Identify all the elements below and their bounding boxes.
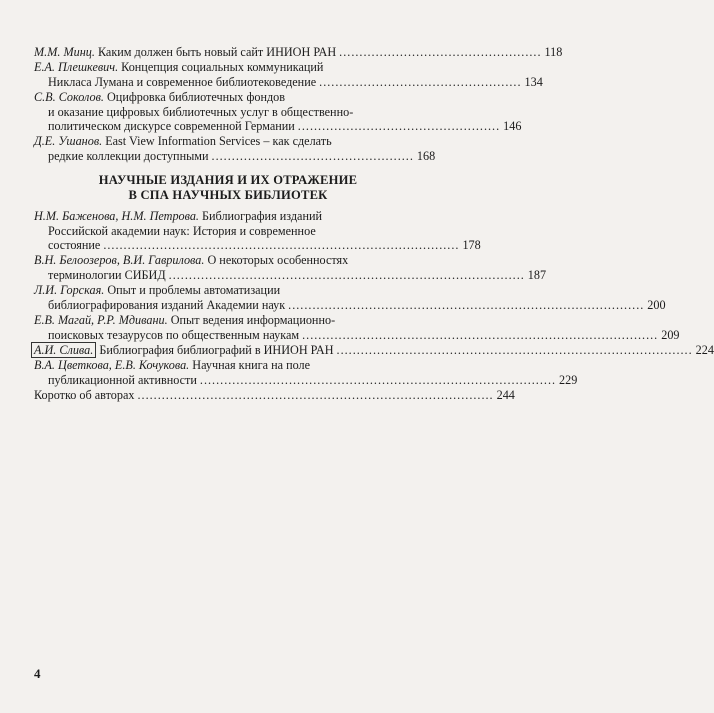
- entry-title: East View Information Services – как сделать: [105, 134, 332, 149]
- entry-title: и оказание цифровых библиотечных услуг в общественно-: [48, 104, 354, 119]
- section-title-line: В СПА НАУЧНЫХ БИБЛИОТЕК: [128, 188, 328, 203]
- entry-author: С.В. Соколов.: [34, 90, 104, 105]
- entry-title: Научная книга на поле: [192, 358, 311, 373]
- entry-title: состояние: [48, 238, 101, 253]
- entry-page: 178: [462, 238, 481, 253]
- entry-author: В.А. Цветкова, Е.В. Кочукова.: [34, 358, 190, 373]
- leader-dots: ........................................................................................: [103, 238, 460, 253]
- entry-author: Л.И. Горская.: [34, 283, 105, 298]
- entry-page: 187: [527, 267, 547, 282]
- entry-title: Опыт ведения информационно-: [170, 313, 336, 328]
- entry-page: 244: [496, 388, 515, 403]
- entry-title: публикационной активности: [48, 372, 197, 387]
- section-title-line: НАУЧНЫЕ ИЗДАНИЯ И ИХ ОТРАЖЕНИЕ: [98, 173, 358, 188]
- entry-author: Е.В. Магай, Р.Р. Мдивани.: [34, 313, 168, 328]
- entry-title: Никласа Лумана и современное библиотековедение: [48, 74, 317, 89]
- leader-dots: ........................................................................................: [336, 342, 693, 357]
- toc-entry: [34, 134, 436, 163]
- entry-page: 224: [695, 342, 714, 357]
- entry-title: Библиография библиографий в ИНИОН РАН: [99, 342, 334, 357]
- leader-dots: ........................................................................................: [288, 297, 645, 312]
- entry-title: политическом дискурсе современной Германии: [48, 119, 295, 134]
- toc-entry: [34, 60, 543, 89]
- leader-dots: ..................................................: [339, 45, 542, 59]
- entry-page: 146: [503, 119, 522, 134]
- entry-author: Н.М. Баженова, Н.М. Петрова.: [34, 209, 199, 224]
- toc-entry: [34, 283, 666, 312]
- entry-title: терминологии СИБИД: [48, 267, 166, 282]
- entry-page: 209: [661, 327, 680, 342]
- entry-author: М.М. Минц.: [34, 45, 95, 59]
- toc-entry: [34, 253, 547, 282]
- entry-title: Оцифровка библиотечных фондов: [107, 90, 286, 105]
- leader-dots: ........................................................................................: [168, 267, 525, 282]
- toc-entry: [34, 342, 714, 357]
- leader-dots: ........................................................................................: [302, 327, 659, 342]
- toc-entry: [34, 45, 563, 59]
- entry-author-highlighted: А.И. Слива.: [31, 342, 96, 358]
- entry-title: Концепция социальных коммуникаций: [121, 60, 324, 75]
- entry-page: 229: [559, 372, 578, 387]
- entry-title: библиографирования изданий Академии наук: [48, 297, 286, 312]
- toc-entry: [34, 90, 522, 134]
- leader-dots: ........................................................................................: [199, 372, 557, 387]
- toc-entry: [34, 388, 515, 403]
- entry-title: Коротко об авторах: [34, 388, 135, 403]
- toc-entry: [34, 313, 680, 342]
- toc-entry: [34, 358, 578, 387]
- entry-page: 200: [647, 297, 666, 312]
- leader-dots: ..................................................: [211, 148, 414, 163]
- entry-page: 168: [416, 148, 436, 163]
- entry-title: Опыт и проблемы автоматизации: [107, 283, 281, 298]
- toc-entry: [34, 209, 481, 253]
- entry-author: Е.А. Плешкевич.: [34, 60, 119, 75]
- entry-title: Библиография изданий: [202, 209, 323, 224]
- entry-page: 118: [544, 45, 563, 59]
- entry-title: поисковых тезаурусов по общественным наукам: [48, 327, 300, 342]
- entry-title: О некоторых особенностях: [207, 253, 349, 268]
- leader-dots: ..................................................: [319, 74, 522, 89]
- table-of-contents: [34, 45, 714, 404]
- leader-dots: ........................................................................................: [137, 388, 494, 403]
- entry-author: В.Н. Белоозеров, В.И. Гаврилова.: [34, 253, 205, 268]
- entry-author: Д.Е. Ушанов.: [34, 134, 103, 149]
- page-number: 4: [34, 666, 41, 681]
- entry-title: редкие коллекции доступными: [48, 148, 209, 163]
- section-title: [34, 173, 422, 203]
- entry-page: 134: [524, 74, 543, 89]
- entry-title: Российской академии наук: История и современное: [48, 223, 316, 238]
- leader-dots: ..................................................: [297, 119, 501, 134]
- entry-title: Каким должен быть новый сайт ИНИОН РАН: [97, 45, 337, 59]
